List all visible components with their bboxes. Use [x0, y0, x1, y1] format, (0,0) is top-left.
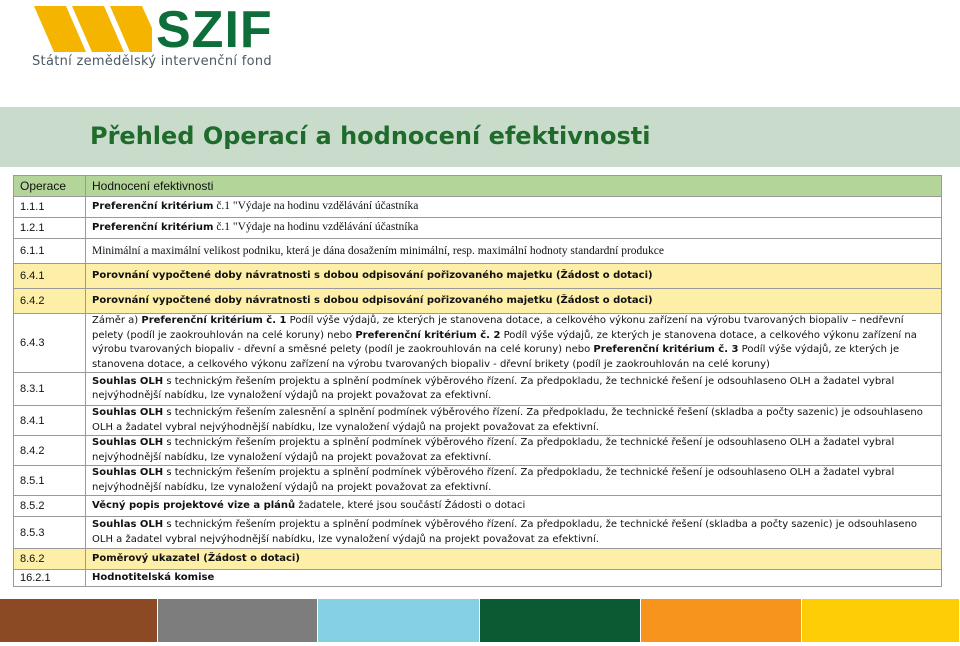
- operation-code: 6.4.1: [14, 264, 86, 289]
- evaluation-text-bold: Hodnotitelská komise: [92, 571, 215, 583]
- table-row: [14, 570, 942, 587]
- evaluation-text-run: s technickým řešením projektu a splnění podmínek výběrového řízení. Za předpokladu, že technické řešení je odsouhlaseno OLH a žadatel vybral nejvýhodnější nabídku, lze vynaložení výdajů na projekt považovat za efektivní.: [92, 467, 895, 493]
- operation-code: 8.6.2: [14, 549, 86, 570]
- evaluation-text: [86, 570, 942, 587]
- operation-code: 6.4.2: [14, 289, 86, 314]
- evaluation-text-run: Podíl výše výdajů, ze kterých je stanovena dotace, a celkového výkonu zařízení na výrobu tvarovaných biopaliv – nedřevní pelety (podíl je zaokrouhlován na celé koruny) nebo: [92, 315, 904, 341]
- table-row: [14, 549, 942, 570]
- evaluation-text-run: žadatele, které jsou součástí Žádosti o dotaci: [295, 499, 526, 511]
- evaluation-text: [86, 314, 942, 373]
- table-row: [14, 314, 942, 373]
- evaluation-text-bold: Preferenční kritérium č. 1: [141, 315, 287, 326]
- evaluation-text: [86, 466, 942, 496]
- table-row: [14, 197, 942, 218]
- evaluation-text: [86, 218, 942, 239]
- table-row: [14, 239, 942, 264]
- operation-code: 6.1.1: [14, 239, 86, 264]
- footer-color-bar: [480, 599, 640, 642]
- table-row: [14, 289, 942, 314]
- evaluation-text-bold: Souhlas OLH: [92, 437, 164, 448]
- evaluation-text: [86, 496, 942, 517]
- table-header-row: [14, 176, 942, 197]
- footer-color-bar: [641, 599, 801, 642]
- logo-wordmark: SZIF: [156, 1, 273, 59]
- evaluation-text-bold: Poměrový ukazatel (Žádost o dotaci): [92, 552, 300, 564]
- evaluation-text-run: s technickým řešením projektu a splnění podmínek výběrového řízení. Za předpokladu, že technické řešení (skladba a počty sazenic) je odsouhlaseno OLH a žadatel vybral nejvýhodnější nabídku, lze vynaložení výdajů na projekt považovat za efektivní.: [92, 519, 918, 545]
- evaluation-text: [86, 264, 942, 289]
- evaluation-text-bold: Preferenční kritérium: [92, 222, 214, 234]
- operation-code: 8.5.1: [14, 466, 86, 496]
- table-row: [14, 218, 942, 239]
- evaluation-text-bold: Preferenční kritérium č. 2: [355, 329, 501, 341]
- operation-code: 8.5.2: [14, 496, 86, 517]
- evaluation-text-run: Podíl výše výdajů, ze kterých je stanovena dotace, a celkového výkonu zařízení na výrobu tvarovaných biopaliv - dřevní a směsné pelety (podíl je zaokrouhlován na celé koruny) nebo: [92, 329, 917, 355]
- evaluation-text-run: č.1 "Výdaje na hodinu vzdělávání účastníka: [213, 200, 419, 213]
- wheat-stripes-icon: [32, 6, 152, 52]
- evaluation-text-bold: Souhlas OLH: [92, 407, 164, 418]
- logo-subtitle: Státní zemědělský intervenční fond: [32, 54, 272, 69]
- evaluation-text-bold: Preferenční kritérium č. 3: [593, 344, 739, 355]
- evaluation-text-bold: Preferenční kritérium: [92, 201, 214, 213]
- evaluation-text: [86, 406, 942, 436]
- table-row: [14, 436, 942, 466]
- page-title: Přehled Operací a hodnocení efektivnosti: [90, 122, 651, 150]
- evaluation-text: [86, 549, 942, 570]
- operation-code: 8.3.1: [14, 373, 86, 406]
- evaluation-text-bold: Porovnání vypočtené doby návratnosti s dobou odpisování pořizovaného majetku (Žádost o dotaci): [92, 294, 653, 306]
- szif-logo: [32, 1, 292, 72]
- evaluation-text: [86, 436, 942, 466]
- table-row: [14, 406, 942, 436]
- footer-color-bar: [318, 599, 479, 642]
- table-row: [14, 373, 942, 406]
- evaluation-text: [86, 517, 942, 549]
- evaluation-text-run: s technickým řešením projektu a splnění podmínek výběrového řízení. Za předpokladu, že technické řešení je odsouhlaseno OLH a žadatel vybral nejvýhodnější nabídku, lze vynaložení výdajů na projekt považovat za efektivní.: [92, 375, 895, 401]
- operations-table: [13, 175, 942, 587]
- table-row: [14, 466, 942, 496]
- evaluation-text: [86, 289, 942, 314]
- evaluation-text-bold: Souhlas OLH: [92, 375, 164, 387]
- operation-code: 8.4.2: [14, 436, 86, 466]
- evaluation-text-bold: Porovnání vypočtené doby návratnosti s dobou odpisování pořizovaného majetku (Žádost o dotaci): [92, 269, 653, 281]
- evaluation-text-bold: Věcný popis projektové vize a plánů: [92, 499, 296, 511]
- footer-color-bar: [0, 599, 157, 642]
- header-hodnoceni: Hodnocení efektivnosti: [86, 176, 942, 197]
- table-row: [14, 517, 942, 549]
- header-operace: Operace: [14, 176, 86, 197]
- evaluation-text-run: s technickým řešením projektu a splnění podmínek výběrového řízení. Za předpokladu, že technické řešení je odsouhlaseno OLH a žadatel vybral nejvýhodnější nabídku, lze vynaložení výdajů na projekt považovat za efektivní.: [92, 437, 895, 463]
- evaluation-text: [86, 239, 942, 264]
- footer-color-bar: [158, 599, 317, 642]
- evaluation-text-bold: Souhlas OLH: [92, 467, 164, 478]
- evaluation-text: [86, 373, 942, 406]
- table-row: [14, 264, 942, 289]
- evaluation-text-run: Minimální a maximální velikost podniku, která je dána dosažením minimální, resp. maximální hodnoty standardní produkce: [92, 244, 665, 257]
- table-row: [14, 496, 942, 517]
- evaluation-text-bold: Souhlas OLH: [92, 519, 164, 530]
- evaluation-text: [86, 197, 942, 218]
- operation-code: 1.1.1: [14, 197, 86, 218]
- footer-color-bar: [802, 599, 959, 642]
- evaluation-text-run: Záměr a): [92, 315, 142, 326]
- evaluation-text-run: č.1 "Výdaje na hodinu vzdělávání účastníka: [213, 221, 419, 234]
- operation-code: 8.5.3: [14, 517, 86, 549]
- operation-code: 6.4.3: [14, 314, 86, 373]
- operation-code: 1.2.1: [14, 218, 86, 239]
- operation-code: 16.2.1: [14, 570, 86, 587]
- evaluation-text-run: Podíl výše výdajů, ze kterých je stanovena dotace, a celkového výkonu zařízení na výrobu tvarovaných biopaliv - dřevní brikety (podíl je zaokrouhlován na celé koruny): [92, 344, 900, 370]
- operation-code: 8.4.1: [14, 406, 86, 436]
- evaluation-text-run: s technickým řešením zalesnění a splnění podmínek výběrového řízení. Za předpokladu, že technické řešení (skladba a počty sazenic) je odsouhlaseno OLH a žadatel vybral nejvýhodnější nabídku, lze vynaložení výdajů na projekt považovat za efektivní.: [92, 407, 923, 433]
